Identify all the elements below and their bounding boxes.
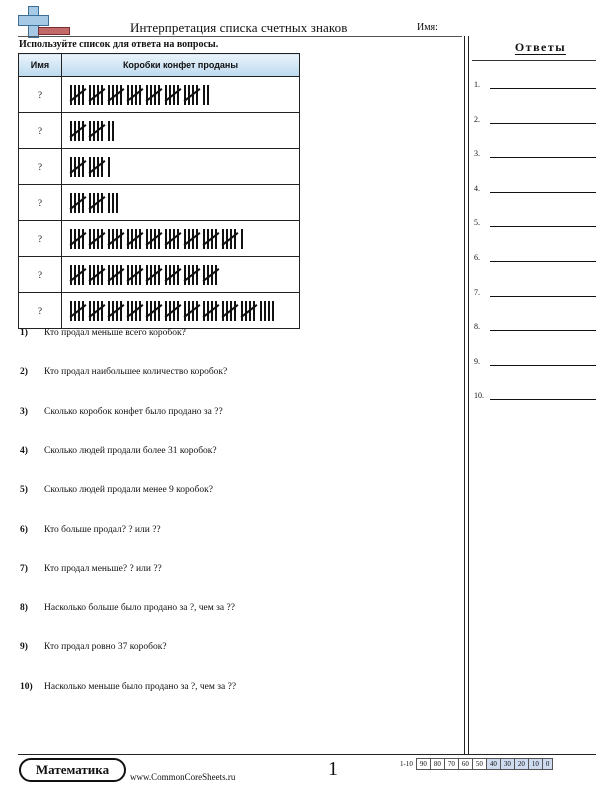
tally-stroke bbox=[120, 301, 122, 321]
row-name: ? bbox=[19, 77, 62, 113]
tally-group-five bbox=[70, 265, 84, 285]
tally-marks bbox=[62, 221, 300, 257]
answers-title-text: Ответы bbox=[514, 40, 567, 54]
tally-stroke bbox=[253, 301, 255, 321]
worksheet-title: Интерпретация списка счетных знаков bbox=[130, 20, 348, 35]
tally-group-five bbox=[127, 301, 141, 321]
tally-stroke bbox=[177, 229, 179, 249]
column-divider bbox=[464, 36, 465, 754]
tally-stroke bbox=[196, 265, 198, 285]
plus-icon-bar bbox=[18, 15, 49, 26]
tally-stroke bbox=[101, 229, 103, 249]
tally-group-partial bbox=[241, 229, 243, 249]
tally-marks bbox=[62, 257, 300, 293]
answer-line[interactable] bbox=[474, 218, 596, 227]
question-text: Кто продал ровно 37 коробок? bbox=[44, 642, 167, 653]
tally-stroke bbox=[234, 229, 236, 249]
tally-group-partial bbox=[260, 301, 274, 321]
answer-number: 8. bbox=[474, 322, 480, 332]
question-number: 7) bbox=[20, 563, 28, 574]
tally-stroke bbox=[215, 265, 217, 285]
answer-blank[interactable] bbox=[490, 115, 596, 124]
tally-group-five bbox=[127, 229, 141, 249]
tally-stroke bbox=[158, 265, 160, 285]
question-number: 8) bbox=[20, 603, 28, 614]
name-label: Имя: bbox=[417, 22, 438, 33]
tally-stroke bbox=[101, 301, 103, 321]
question-number: 2) bbox=[20, 367, 28, 378]
tally-stroke bbox=[120, 229, 122, 249]
tally-group-five bbox=[222, 301, 236, 321]
tally-group-five bbox=[70, 193, 84, 213]
answer-blank[interactable] bbox=[490, 357, 596, 366]
tally-group-five bbox=[203, 229, 217, 249]
tally-stroke bbox=[112, 193, 114, 213]
tally-stroke bbox=[215, 229, 217, 249]
tally-group-five bbox=[108, 301, 122, 321]
answer-number: 3. bbox=[474, 149, 480, 159]
score-cell: 20 bbox=[514, 759, 528, 770]
tally-stroke bbox=[82, 301, 84, 321]
header-divider bbox=[18, 36, 462, 37]
tally-stroke bbox=[139, 85, 141, 105]
question-text: Сколько людей продали более 31 коробок? bbox=[44, 445, 217, 456]
instructions: Используйте список для ответа на вопросы. bbox=[19, 39, 219, 50]
tally-group-five bbox=[241, 301, 255, 321]
table-row bbox=[19, 221, 300, 257]
tally-group-five bbox=[89, 157, 103, 177]
tally-group-five bbox=[70, 121, 84, 141]
question-item bbox=[20, 485, 213, 495]
tally-table bbox=[18, 53, 300, 329]
tally-group-five bbox=[70, 301, 84, 321]
tally-group-five bbox=[184, 301, 198, 321]
tally-marks bbox=[62, 185, 300, 221]
tally-group-five bbox=[165, 85, 179, 105]
tally-group-five bbox=[146, 265, 160, 285]
answer-number: 2. bbox=[474, 114, 480, 124]
footer-divider bbox=[18, 754, 596, 755]
tally-stroke bbox=[215, 301, 217, 321]
tally-stroke bbox=[82, 157, 84, 177]
tally-stroke bbox=[120, 265, 122, 285]
answer-number: 4. bbox=[474, 183, 480, 193]
question-item bbox=[20, 682, 236, 692]
answer-blank[interactable] bbox=[490, 253, 596, 262]
question-number: 10) bbox=[20, 681, 33, 692]
score-cell: 10 bbox=[528, 759, 542, 770]
question-item bbox=[20, 446, 217, 456]
tally-stroke bbox=[177, 265, 179, 285]
tally-group-five bbox=[222, 229, 236, 249]
tally-group-five bbox=[127, 265, 141, 285]
question-item bbox=[20, 367, 227, 377]
tally-group-five bbox=[89, 193, 103, 213]
tally-group-five bbox=[165, 265, 179, 285]
answer-number: 7. bbox=[474, 287, 480, 297]
tally-stroke bbox=[101, 85, 103, 105]
tally-stroke bbox=[120, 85, 122, 105]
answers-divider bbox=[472, 60, 596, 61]
question-text: Кто продал меньше всего коробок? bbox=[44, 328, 186, 338]
tally-group-five bbox=[165, 229, 179, 249]
tally-group-five bbox=[184, 265, 198, 285]
row-name: ? bbox=[19, 257, 62, 293]
tally-group-five bbox=[203, 301, 217, 321]
site-url: www.CommonCoreSheets.ru bbox=[130, 772, 236, 782]
table-row bbox=[19, 77, 300, 113]
answer-blank[interactable] bbox=[490, 184, 596, 193]
tally-stroke bbox=[196, 301, 198, 321]
tally-stroke bbox=[177, 85, 179, 105]
tally-stroke bbox=[101, 193, 103, 213]
tally-group-five bbox=[89, 85, 103, 105]
tally-group-five bbox=[89, 265, 103, 285]
tally-group-five bbox=[184, 85, 198, 105]
answer-line[interactable] bbox=[474, 149, 596, 158]
tally-stroke bbox=[268, 301, 270, 321]
question-text: Кто продал меньше? ? или ?? bbox=[44, 563, 162, 574]
score-cell: 70 bbox=[444, 759, 458, 770]
page-number: 1 bbox=[328, 758, 338, 780]
tally-marks bbox=[62, 77, 300, 113]
column-header-tally: Коробки конфет проданы bbox=[62, 54, 300, 77]
question-number: 5) bbox=[20, 485, 28, 496]
tally-group-five bbox=[108, 85, 122, 105]
answer-number: 9. bbox=[474, 356, 480, 366]
tally-stroke bbox=[158, 229, 160, 249]
tally-stroke bbox=[82, 229, 84, 249]
question-text: Кто больше продал? ? или ?? bbox=[44, 524, 161, 535]
column-header-name: Имя bbox=[19, 54, 62, 77]
answer-blank[interactable] bbox=[490, 80, 596, 89]
answer-line[interactable] bbox=[474, 253, 596, 262]
question-item bbox=[20, 328, 186, 338]
tally-group-partial bbox=[108, 157, 110, 177]
tally-stroke bbox=[234, 301, 236, 321]
answer-line[interactable] bbox=[474, 391, 596, 400]
tally-stroke bbox=[112, 121, 114, 141]
question-item bbox=[20, 564, 162, 574]
answer-line[interactable] bbox=[474, 322, 596, 331]
question-item bbox=[20, 603, 235, 613]
table-header-row bbox=[19, 54, 300, 77]
question-item bbox=[20, 642, 167, 652]
tally-stroke bbox=[82, 193, 84, 213]
tally-stroke bbox=[116, 193, 118, 213]
tally-group-five bbox=[165, 301, 179, 321]
row-name: ? bbox=[19, 221, 62, 257]
tally-stroke bbox=[82, 85, 84, 105]
score-scale bbox=[397, 758, 553, 770]
tally-stroke bbox=[108, 193, 110, 213]
brand-badge: Математика bbox=[19, 758, 126, 782]
tally-group-five bbox=[108, 229, 122, 249]
answer-number: 5. bbox=[474, 218, 480, 228]
tally-stroke bbox=[203, 85, 205, 105]
tally-stroke bbox=[108, 157, 110, 177]
tally-group-five bbox=[146, 229, 160, 249]
tally-group-five bbox=[70, 157, 84, 177]
tally-stroke bbox=[272, 301, 274, 321]
answer-blank[interactable] bbox=[490, 149, 596, 158]
question-number: 4) bbox=[20, 445, 28, 456]
answer-blank[interactable] bbox=[490, 322, 596, 331]
question-text: Насколько больше было продано за ?, чем за ?? bbox=[44, 603, 235, 614]
answer-blank[interactable] bbox=[490, 391, 596, 400]
tally-stroke bbox=[82, 121, 84, 141]
tally-group-five bbox=[184, 229, 198, 249]
question-text: Сколько людей продали менее 9 коробок? bbox=[44, 485, 213, 496]
answer-number: 1. bbox=[474, 80, 480, 89]
answer-line[interactable] bbox=[474, 184, 596, 193]
table-row bbox=[19, 149, 300, 185]
tally-stroke bbox=[196, 229, 198, 249]
row-name: ? bbox=[19, 113, 62, 149]
tally-group-five bbox=[108, 265, 122, 285]
question-number: 3) bbox=[20, 406, 28, 417]
score-label: 1-10 bbox=[400, 760, 413, 768]
row-name: ? bbox=[19, 185, 62, 221]
tally-group-five bbox=[89, 121, 103, 141]
score-cell: 90 bbox=[416, 759, 430, 770]
question-text: Сколько коробок конфет было продано за ?? bbox=[44, 406, 223, 417]
row-name: ? bbox=[19, 149, 62, 185]
tally-stroke bbox=[260, 301, 262, 321]
score-cell: 30 bbox=[500, 759, 514, 770]
tally-marks bbox=[62, 293, 300, 329]
question-text: Насколько меньше было продано за ?, чем за ?? bbox=[44, 681, 237, 692]
tally-stroke bbox=[108, 121, 110, 141]
tally-group-five bbox=[70, 85, 84, 105]
tally-group-five bbox=[146, 85, 160, 105]
tally-group-five bbox=[89, 301, 103, 321]
question-item bbox=[20, 525, 161, 535]
answer-line[interactable] bbox=[474, 357, 596, 366]
question-number: 6) bbox=[20, 524, 28, 535]
answers-title bbox=[469, 40, 612, 55]
score-cell: 80 bbox=[430, 759, 444, 770]
answer-blank[interactable] bbox=[490, 288, 596, 297]
table-row bbox=[19, 185, 300, 221]
answer-line[interactable] bbox=[474, 115, 596, 124]
tally-group-five bbox=[203, 265, 217, 285]
tally-marks bbox=[62, 113, 300, 149]
row-name: ? bbox=[19, 293, 62, 329]
score-cell: 40 bbox=[486, 759, 500, 770]
question-item bbox=[20, 407, 223, 417]
table-row bbox=[19, 113, 300, 149]
answer-blank[interactable] bbox=[490, 218, 596, 227]
answer-number: 6. bbox=[474, 253, 480, 262]
answer-number: 10. bbox=[474, 391, 484, 401]
minus-icon bbox=[38, 27, 70, 35]
tally-group-five bbox=[146, 301, 160, 321]
tally-stroke bbox=[139, 265, 141, 285]
tally-group-five bbox=[70, 229, 84, 249]
question-number: 1) bbox=[20, 328, 28, 338]
tally-stroke bbox=[101, 265, 103, 285]
answer-line[interactable] bbox=[474, 288, 596, 297]
table-row bbox=[19, 257, 300, 293]
tally-marks bbox=[62, 149, 300, 185]
tally-group-five bbox=[127, 85, 141, 105]
tally-group-five bbox=[89, 229, 103, 249]
tally-stroke bbox=[241, 229, 243, 249]
table-row bbox=[19, 293, 300, 329]
tally-stroke bbox=[264, 301, 266, 321]
tally-stroke bbox=[158, 301, 160, 321]
tally-stroke bbox=[101, 157, 103, 177]
tally-stroke bbox=[177, 301, 179, 321]
column-divider bbox=[468, 36, 469, 754]
tally-stroke bbox=[196, 85, 198, 105]
tally-stroke bbox=[101, 121, 103, 141]
question-text: Кто продал наибольшее количество коробок? bbox=[44, 367, 228, 378]
tally-stroke bbox=[139, 229, 141, 249]
score-cell: 50 bbox=[472, 759, 486, 770]
tally-stroke bbox=[82, 265, 84, 285]
tally-stroke bbox=[139, 301, 141, 321]
tally-group-partial bbox=[203, 85, 209, 105]
score-cell: 0 bbox=[542, 759, 553, 770]
question-number: 9) bbox=[20, 642, 28, 653]
tally-group-partial bbox=[108, 121, 114, 141]
answer-line[interactable] bbox=[474, 80, 596, 89]
tally-stroke bbox=[207, 85, 209, 105]
tally-stroke bbox=[158, 85, 160, 105]
tally-group-partial bbox=[108, 193, 118, 213]
score-cell: 60 bbox=[458, 759, 472, 770]
